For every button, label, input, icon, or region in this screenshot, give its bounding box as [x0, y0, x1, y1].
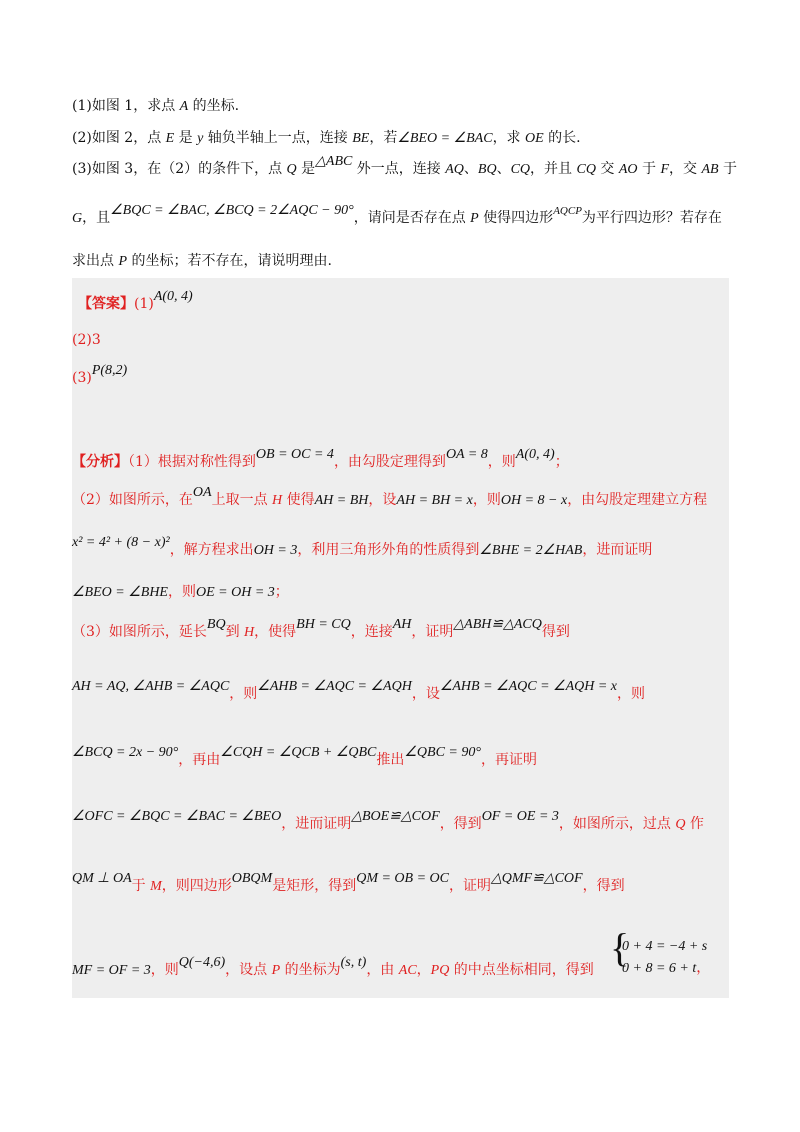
math-var: AC: [398, 963, 417, 978]
math-var: AO: [618, 162, 638, 177]
math-var: A: [179, 99, 189, 114]
math-var: y: [197, 131, 204, 146]
math-formula: A(0, 4): [515, 447, 555, 462]
text: 作: [685, 816, 704, 832]
math-formula: OA = 8: [445, 447, 488, 462]
text: 轴负半轴上一点，连接: [203, 130, 353, 146]
text: 的长.: [543, 130, 581, 146]
text: ，设: [368, 492, 397, 508]
text: (3)如图 3，在（2）的条件下，点: [72, 161, 287, 177]
math-var: P: [470, 211, 479, 226]
text: (1): [134, 296, 154, 312]
question-part-1: [72, 96, 239, 117]
math-var: OE: [525, 131, 544, 146]
math-formula: OE = OH = 3: [195, 585, 275, 600]
text: ，若: [369, 130, 398, 146]
text: ，再由: [178, 752, 221, 768]
text: 、: [463, 161, 478, 177]
text: 求出点: [72, 253, 119, 269]
text: 的坐标；若不存在，请说明理由.: [127, 253, 332, 269]
math-formula: 0 + 4 = −4 + s: [622, 939, 708, 954]
text: ，利用三角形外角的性质得到: [297, 542, 480, 558]
text: ，由勾股定理建立方程: [567, 492, 708, 508]
math-var: BE: [352, 131, 370, 146]
text: ，: [416, 962, 431, 978]
text: ，得到: [439, 816, 482, 832]
math-var: BQ: [206, 617, 226, 632]
text: ，再证明: [480, 752, 537, 768]
text: 、: [496, 161, 511, 177]
math-formula: 0 + 8 = 6 + t: [622, 961, 697, 976]
math-formula: ∠BQC = ∠BAC, ∠BCQ = 2∠AQC − 90°: [110, 203, 354, 218]
text: ，则: [150, 962, 179, 978]
math-var: P: [271, 963, 281, 978]
text: 上取一点: [211, 492, 273, 508]
math-formula: △BOE≌△COF: [351, 809, 440, 824]
text: （2）如图所示，在: [72, 492, 193, 508]
text: ，: [696, 960, 711, 976]
analysis-line-5: [72, 617, 570, 643]
math-formula: QM = OB = OC: [356, 871, 449, 886]
text: 外一点，连接: [352, 161, 446, 177]
text: 为平行四边形？若存在: [581, 210, 722, 226]
math-formula: AH = BH = x: [396, 493, 473, 508]
text: (1)如图 1，求点: [72, 98, 180, 114]
analysis-label: 【分析】: [72, 454, 128, 470]
math-var: AB: [701, 162, 719, 177]
math-var: F: [660, 162, 669, 177]
text: （1）根据对称性得到: [128, 454, 256, 470]
analysis-line-4: [72, 582, 289, 603]
answer-line-1: [78, 289, 193, 315]
equation-system-line-1: [622, 936, 707, 957]
text: (3): [72, 370, 92, 386]
math-formula: OF = OE = 3: [481, 809, 559, 824]
math-formula: ∠BHE = 2∠HAB: [479, 543, 583, 558]
text: ，证明: [411, 624, 454, 640]
text: ，则: [472, 492, 501, 508]
math-formula: OA: [192, 485, 212, 500]
text: ，且: [82, 210, 111, 226]
text: ，请问是否存在点: [353, 210, 471, 226]
math-formula: OBQM: [231, 871, 273, 886]
math-formula: △ABC: [315, 154, 353, 169]
text: ，如图所示，过点: [558, 816, 676, 832]
math-formula: x² = 4² + (8 − x)²: [72, 535, 170, 550]
math-formula: (s, t): [340, 955, 367, 970]
math-formula: ∠BEO = ∠BAC: [397, 131, 493, 146]
analysis-line-10: [72, 955, 594, 981]
math-var: Q: [675, 817, 686, 832]
text: 的坐标.: [188, 98, 240, 114]
math-formula: QM ⊥ OA: [72, 871, 132, 886]
text: 是: [174, 130, 198, 146]
math-var: AH: [392, 617, 412, 632]
math-formula: ∠QBC = 90°: [404, 745, 481, 760]
text: ；: [274, 584, 289, 600]
text: 是矩形，得到: [272, 878, 357, 894]
text: ，进而证明: [281, 816, 352, 832]
text: ，由勾股定理得到: [333, 454, 446, 470]
text: 到: [225, 624, 245, 640]
answer-label: 【答案】: [78, 296, 134, 312]
analysis-line-2: [72, 485, 708, 511]
answer-line-2: [72, 330, 101, 350]
math-formula: AH = AQ, ∠AHB = ∠AQC: [72, 679, 230, 694]
text: ，则四边形: [161, 878, 232, 894]
math-var: PQ: [430, 963, 450, 978]
text: 交: [595, 161, 619, 177]
math-formula: MF = OF = 3: [72, 963, 151, 978]
text: (2)3: [72, 332, 101, 348]
math-formula: ∠BCQ = 2x − 90°: [72, 745, 179, 760]
math-var: H: [244, 625, 255, 640]
analysis-line-8: [72, 809, 704, 835]
math-var: G: [72, 211, 83, 226]
math-var: AQ: [445, 162, 464, 177]
text: (2)如图 2，点: [72, 130, 166, 146]
question-part-3-line-3: [72, 251, 332, 272]
question-part-2: [72, 128, 581, 149]
question-part-3-line-1: [72, 154, 738, 180]
text: ，设: [411, 686, 440, 702]
answer-line-3: [72, 363, 128, 389]
math-formula: OH = 8 − x: [500, 493, 568, 508]
math-formula: ∠AHB = ∠AQC = ∠AQH = x: [439, 679, 618, 694]
text: 于: [718, 161, 738, 177]
text: ，使得: [254, 624, 297, 640]
text: 推出: [376, 752, 405, 768]
text: ；: [554, 454, 569, 470]
analysis-line-9: [72, 871, 625, 897]
analysis-line-6: [72, 679, 646, 705]
text: ，连接: [350, 624, 393, 640]
answer-panel: [72, 278, 729, 998]
math-formula: △ABH≌△ACQ: [453, 617, 542, 632]
equation-system-line-2: [622, 958, 710, 979]
equation-system-brace: {: [610, 925, 630, 970]
text: ，得到: [582, 878, 625, 894]
math-formula: ∠CQH = ∠QCB + ∠QBC: [220, 745, 377, 760]
math-formula: ∠AHB = ∠AQC = ∠AQH: [257, 679, 412, 694]
text: ，并且: [530, 161, 577, 177]
text: 的坐标为: [280, 962, 341, 978]
math-var: E: [165, 131, 175, 146]
text: ，则: [229, 686, 258, 702]
math-formula: ∠OFC = ∠BQC = ∠BAC = ∠BEO: [72, 809, 282, 824]
math-var: M: [150, 879, 162, 894]
math-var: CQ: [576, 162, 596, 177]
text: （3）如图所示，延长: [72, 624, 207, 640]
text: ，解方程求出: [169, 542, 254, 558]
text: ，设点: [225, 962, 272, 978]
text: 是: [296, 161, 316, 177]
text: ，求: [492, 130, 526, 146]
text: 的中点坐标相同，得到: [449, 962, 594, 978]
text: 使得四边形: [478, 210, 554, 226]
math-var: P: [118, 254, 128, 269]
text: ，则: [487, 454, 516, 470]
math-formula: Q(−4,6): [178, 955, 226, 970]
text: 于: [637, 161, 661, 177]
math-var: H: [272, 493, 283, 508]
text: ，则: [167, 584, 196, 600]
math-formula: AH = BH: [314, 493, 369, 508]
text: ，由: [366, 962, 399, 978]
analysis-line-3: [72, 535, 653, 561]
analysis-line-1: [72, 447, 569, 473]
analysis-line-7: [72, 745, 537, 771]
text: 得到: [541, 624, 570, 640]
text: 于: [131, 878, 151, 894]
math-var: BQ: [477, 162, 497, 177]
math-formula: ∠BEO = ∠BHE: [72, 585, 168, 600]
text: ，进而证明: [582, 542, 653, 558]
math-formula: P(8,2): [91, 363, 128, 378]
math-formula: OB = OC = 4: [255, 447, 334, 462]
math-var: Q: [286, 162, 297, 177]
text: ，交: [669, 161, 702, 177]
question-part-3-line-2: [72, 203, 722, 229]
math-var: CQ: [510, 162, 531, 177]
math-formula: BH = CQ: [296, 617, 351, 632]
text: ，则: [617, 686, 646, 702]
math-formula: AQCP: [553, 205, 582, 217]
text: 使得: [282, 492, 315, 508]
text: ，证明: [448, 878, 491, 894]
math-formula: △QMF≌△COF: [490, 871, 583, 886]
math-formula: OH = 3: [253, 543, 298, 558]
math-formula: A(0, 4): [153, 289, 193, 304]
